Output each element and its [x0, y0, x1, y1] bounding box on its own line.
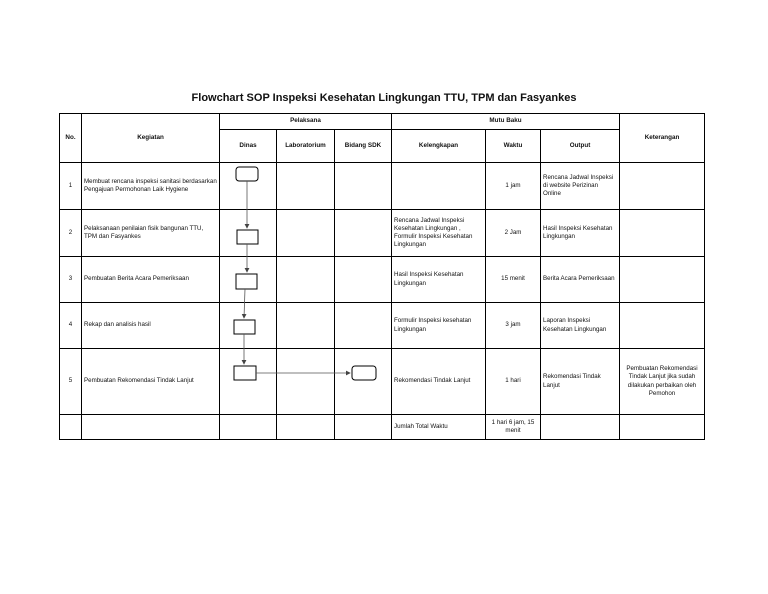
cell-laboratorium [277, 257, 335, 303]
total-laboratorium-cell [277, 415, 335, 440]
cell-laboratorium [277, 349, 335, 415]
cell-laboratorium [277, 163, 335, 210]
row-waktu: 15 menit [486, 257, 541, 303]
total-keterangan-cell [620, 415, 705, 440]
total-dinas-cell [220, 415, 277, 440]
cell-bidang-sdk [335, 257, 392, 303]
row-output: Rencana Jadwal Inspeksi di website Perizinan Online [541, 163, 620, 210]
header-waktu: Waktu [486, 130, 541, 163]
header-kegiatan: Kegiatan [82, 114, 220, 163]
row-kegiatan: Membuat rencana inspeksi sanitasi berdasarkan Pengajuan Permohonan Laik Hygiene [82, 163, 220, 210]
row-kelengkapan [392, 163, 486, 210]
row-output: Berita Acara Pemeriksaan [541, 257, 620, 303]
row-keterangan [620, 257, 705, 303]
cell-bidang-sdk [335, 210, 392, 257]
row-waktu: 1 hari [486, 349, 541, 415]
row-kelengkapan: Rencana Jadwal Inspeksi Kesehatan Lingkungan , Formulir Inspeksi Kesehatan Lingkungan [392, 210, 486, 257]
total-row [60, 415, 705, 440]
cell-bidang-sdk [335, 163, 392, 210]
page-title: Flowchart SOP Inspeksi Kesehatan Lingkungan TTU, TPM dan Fasyankes [191, 92, 577, 104]
cell-bidang-sdk [335, 349, 392, 415]
row-kelengkapan: Hasil Inspeksi Kesehatan Lingkungan [392, 257, 486, 303]
header-keterangan: Keterangan [620, 114, 705, 163]
row-keterangan [620, 210, 705, 257]
cell-laboratorium [277, 303, 335, 349]
header-dinas: Dinas [220, 130, 277, 163]
header-pelaksana: Pelaksana [220, 114, 392, 130]
total-output-cell [541, 415, 620, 440]
row-kelengkapan: Formulir Inspeksi kesehatan Lingkungan [392, 303, 486, 349]
row-no: 2 [60, 210, 82, 257]
sop-table [59, 113, 705, 440]
row-no: 4 [60, 303, 82, 349]
row-waktu: 1 jam [486, 163, 541, 210]
header-laboratorium: Laboratorium [277, 130, 335, 163]
row-keterangan [620, 163, 705, 210]
row-output: Hasil Inspeksi Kesehatan Lingkungan [541, 210, 620, 257]
cell-laboratorium [277, 210, 335, 257]
cell-dinas [220, 303, 277, 349]
row-kegiatan: Pembuatan Rekomendasi Tindak Lanjut [82, 349, 220, 415]
header-kelengkapan: Kelengkapan [392, 130, 486, 163]
row-kegiatan: Pelaksanaan penilaian fisik bangunan TTU, TPM dan Fasyankes [82, 210, 220, 257]
row-kelengkapan: Rekomendasi Tindak Lanjut [392, 349, 486, 415]
cell-dinas [220, 163, 277, 210]
total-kegiatan-cell [82, 415, 220, 440]
cell-bidang-sdk [335, 303, 392, 349]
total-label: Jumlah Total Waktu [392, 415, 486, 440]
total-bidang-sdk-cell [335, 415, 392, 440]
cell-dinas [220, 257, 277, 303]
header-output: Output [541, 130, 620, 163]
total-no-cell [60, 415, 82, 440]
row-output: Laporan Inspeksi Kesehatan Lingkungan [541, 303, 620, 349]
table-row [60, 163, 705, 210]
total-waktu: 1 hari 6 jam, 15 menit [486, 415, 541, 440]
row-no: 5 [60, 349, 82, 415]
cell-dinas [220, 349, 277, 415]
row-keterangan [620, 303, 705, 349]
row-no: 1 [60, 163, 82, 210]
header-mutu-baku: Mutu Baku [392, 114, 620, 130]
row-no: 3 [60, 257, 82, 303]
table-row [60, 303, 705, 349]
cell-dinas [220, 210, 277, 257]
header-bidang-sdk: Bidang SDK [335, 130, 392, 163]
table-row [60, 349, 705, 415]
row-kegiatan: Pembuatan Berita Acara Pemeriksaan [82, 257, 220, 303]
row-output: Rekomendasi Tindak Lanjut [541, 349, 620, 415]
table-row [60, 210, 705, 257]
row-waktu: 2 Jam [486, 210, 541, 257]
row-keterangan: Pembuatan Rekomendasi Tindak Lanjut jika sudah dilakukan perbaikan oleh Pemohon [620, 349, 705, 415]
table-row [60, 257, 705, 303]
header-no: No. [60, 114, 82, 163]
row-kegiatan: Rekap dan analisis hasil [82, 303, 220, 349]
row-waktu: 3 jam [486, 303, 541, 349]
